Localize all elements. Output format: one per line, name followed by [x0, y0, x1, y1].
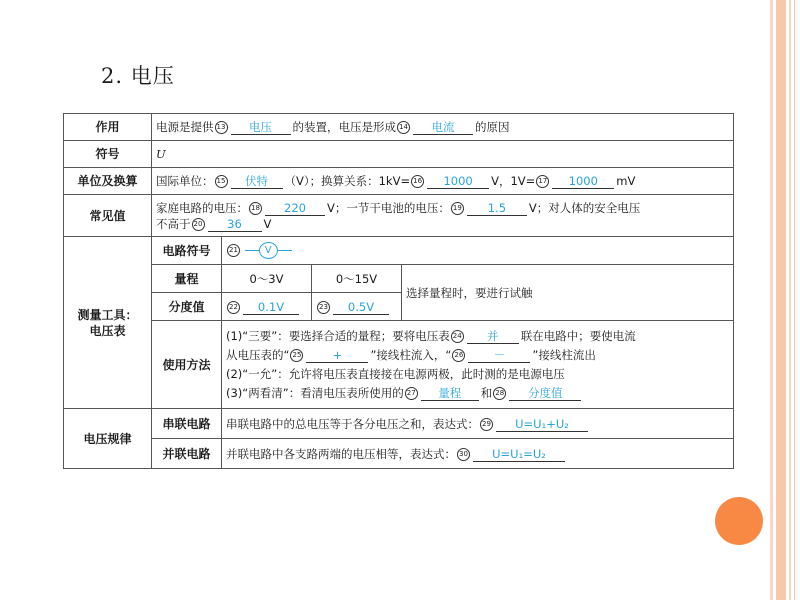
row-content: [222, 237, 734, 265]
blank-number: 28: [493, 387, 506, 400]
blank-number: 13: [215, 121, 228, 134]
row-label: 作用: [64, 114, 152, 141]
sub-label: 分度值: [152, 293, 222, 321]
row-content: [222, 409, 734, 439]
answer: 量程: [421, 386, 479, 401]
range-value: 0～15V: [312, 265, 402, 293]
answer: 电压: [231, 120, 291, 135]
row-symbol: [64, 141, 734, 168]
row-laws-parallel: [64, 439, 734, 469]
sub-label: 并联电路: [152, 439, 222, 469]
text: (2)“一允”：允许将电压表直接接在电源两极，此时测的是电源电压: [226, 366, 565, 381]
voltmeter-symbol-icon: V: [259, 242, 278, 259]
answer: －: [468, 348, 530, 363]
decor-circle: [715, 497, 763, 545]
text: V: [263, 216, 272, 231]
text: 串联电路中的总电压等于各分电压之和，表达式：: [226, 416, 479, 431]
answer: 220: [265, 201, 325, 216]
voltage-table: [63, 113, 734, 469]
text: 并联电路中各支路两端的电压相等，表达式：: [226, 446, 456, 461]
answer: 1000: [427, 174, 489, 189]
row-content: [222, 439, 734, 469]
blank-number: 19: [451, 202, 464, 215]
row-tool-usage: [64, 321, 734, 409]
row-label: 单位及换算: [64, 168, 152, 195]
text: V；对人体的安全电压: [528, 200, 641, 215]
blank-number: 30: [457, 448, 470, 461]
text: 联在电路中；要使电流: [520, 328, 636, 343]
text: 家庭电路的电压：: [156, 200, 248, 215]
blank-number: 23: [317, 301, 330, 314]
row-content: [222, 321, 734, 409]
answer: U=U₁+U₂: [496, 417, 588, 432]
sub-label: 量程: [152, 265, 222, 293]
blank-number: 18: [249, 202, 262, 215]
row-tool-range: [64, 265, 734, 293]
text: ”接线柱流出: [532, 347, 596, 362]
answer: 伏特: [231, 174, 283, 189]
blank-number: 25: [290, 349, 303, 362]
decor-stripe-1: [770, 0, 773, 600]
blank-number: 20: [192, 218, 205, 231]
division-cell: [222, 293, 312, 321]
decor-stripe-3: [789, 0, 791, 600]
blank-number: 17: [536, 175, 549, 188]
wire-line: [278, 250, 292, 251]
blank-number: 16: [411, 175, 424, 188]
answer: 分度值: [509, 386, 581, 401]
range-note: 选择量程时，要进行试触: [402, 265, 734, 321]
division-cell: [312, 293, 402, 321]
blank-number: 27: [405, 387, 418, 400]
decor-stripe-4: [794, 0, 795, 600]
text: 的原因: [475, 120, 510, 134]
row-role: [64, 114, 734, 141]
row-label: 常见值: [64, 195, 152, 237]
text: (1)“三要”：要选择合适的量程；要将电压表: [226, 328, 450, 343]
answer: 1000: [552, 174, 614, 189]
row-content: [152, 168, 734, 195]
answer: +: [306, 348, 368, 363]
row-tool-circuit: [64, 237, 734, 265]
sub-label: 使用方法: [152, 321, 222, 409]
answer: 1.5: [467, 201, 527, 216]
row-content: [152, 141, 734, 168]
answer: 电流: [413, 120, 473, 135]
blank-number: 22: [227, 301, 240, 314]
answer: 0.5V: [333, 300, 389, 315]
row-units: [64, 168, 734, 195]
row-laws-series: [64, 409, 734, 439]
text: V；一节干电池的电压：: [327, 200, 450, 215]
range-value: 0～3V: [222, 265, 312, 293]
text: 电源是提供: [156, 120, 214, 134]
row-content: [152, 114, 734, 141]
answer: 0.1V: [243, 300, 299, 315]
answer: U=U₁=U₂: [473, 447, 565, 462]
blank-number: 29: [480, 418, 493, 431]
row-content: [152, 195, 734, 237]
row-label: 测量工具：电压表: [64, 237, 152, 409]
sub-label: 电路符号: [152, 237, 222, 265]
symbol-value: U: [156, 147, 166, 161]
blank-number: 15: [215, 175, 228, 188]
wire-line: [245, 250, 259, 251]
text: ”接线柱流入，“: [370, 347, 452, 362]
text: 的装置，电压是形成: [292, 120, 396, 134]
row-common: [64, 195, 734, 237]
text: mV: [616, 174, 636, 188]
row-label: 符号: [64, 141, 152, 168]
blank-number: 21: [227, 244, 240, 257]
text: 从电压表的“: [226, 347, 290, 362]
blank-number: 24: [451, 330, 464, 343]
answer: 并: [467, 329, 519, 344]
blank-number: 26: [452, 349, 465, 362]
text: V，1V=: [491, 174, 536, 188]
decor-stripe-2: [776, 0, 786, 600]
row-label: 电压规律: [64, 409, 152, 469]
text: 不高于: [156, 216, 191, 231]
text: （V）；换算关系：1kV=: [284, 174, 411, 188]
text: (3)“两看清”：看清电压表所使用的: [226, 385, 404, 400]
section-heading: 2. 电压: [101, 64, 175, 88]
text: 国际单位：: [156, 174, 214, 188]
blank-number: 14: [397, 121, 410, 134]
answer: 36: [208, 217, 262, 232]
sub-label: 串联电路: [152, 409, 222, 439]
text: 和: [480, 385, 493, 400]
